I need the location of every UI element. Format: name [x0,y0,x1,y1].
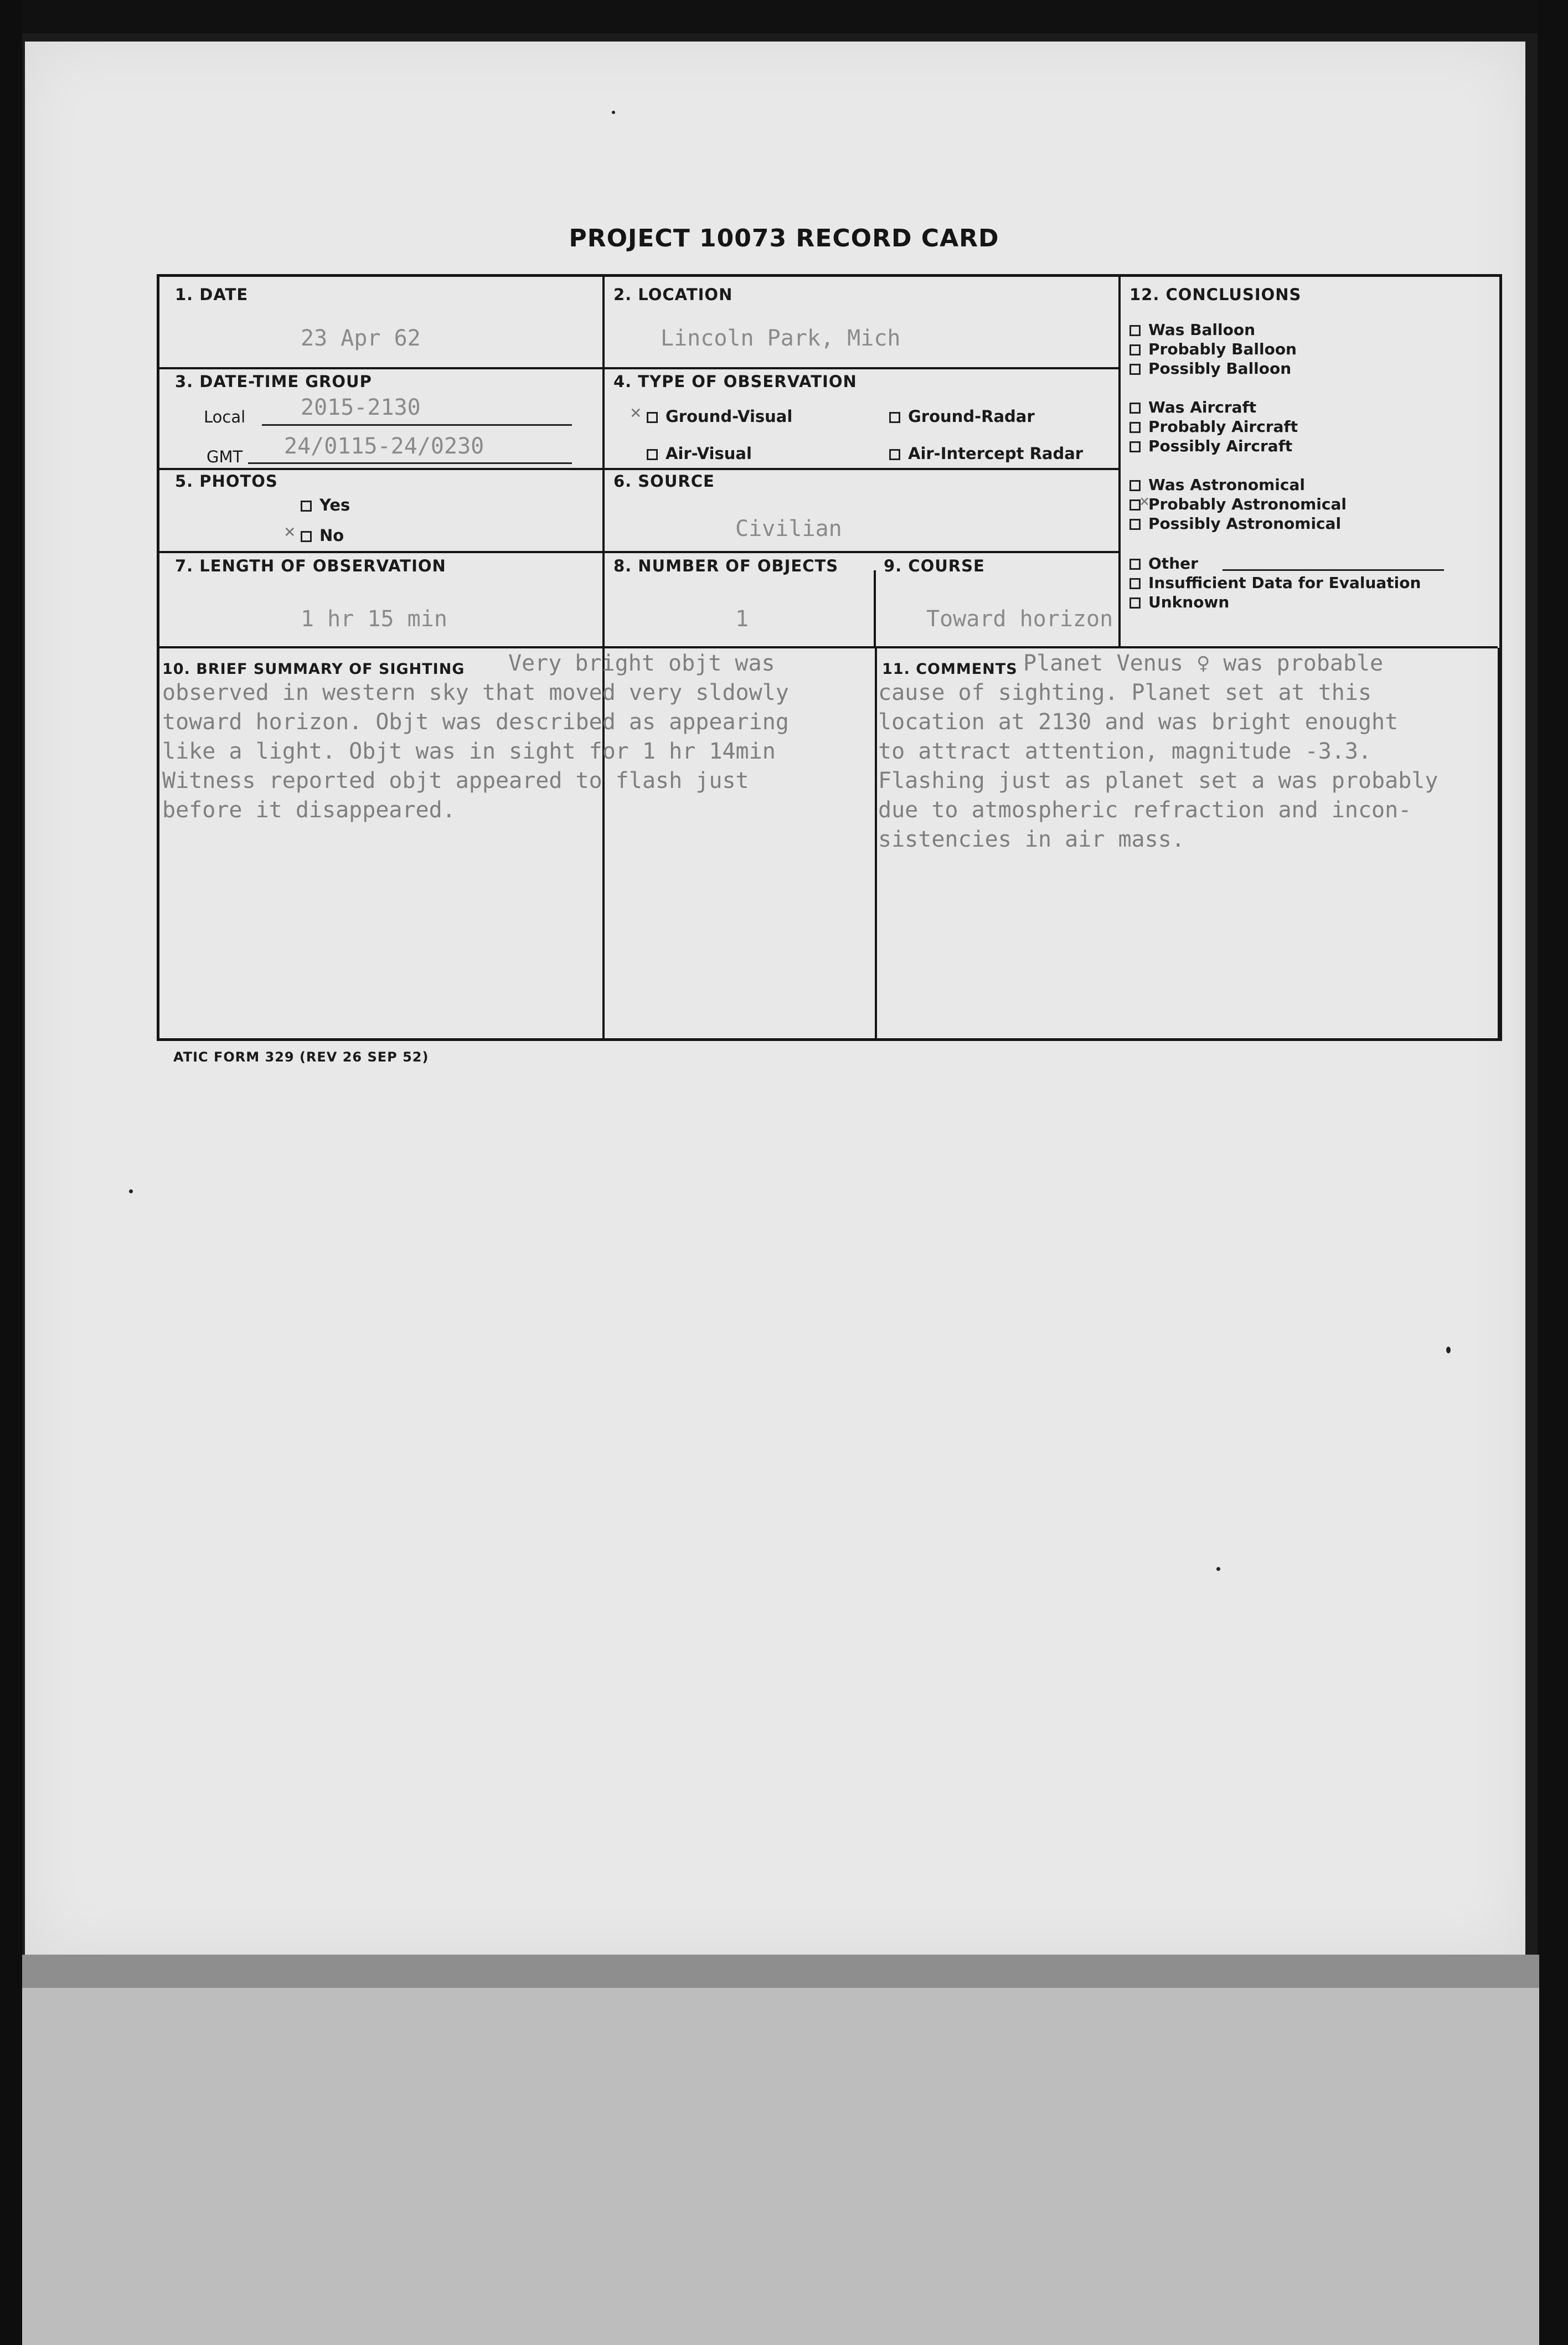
conclusion-possibly-aircraft[interactable] [1129,436,1292,456]
summary-line-3: toward horizon. Objt was described as appearing [162,709,789,735]
photos-yes[interactable] [301,496,350,514]
comments-line-5: Flashing just as planet set a was probably [878,768,1438,793]
scan-speck [1216,1567,1220,1571]
conclusion-probably-astronomical-label: Probably Astronomical [1148,495,1347,513]
checkbox-icon [1129,559,1141,570]
divider-objects-course [874,570,876,648]
checkbox-icon [647,412,658,423]
checkbox-icon [1129,422,1141,433]
divider-summary-comments [875,648,877,1041]
conclusion-was-balloon[interactable] [1129,320,1255,339]
conclusion-was-astronomical[interactable] [1129,475,1305,494]
conclusion-insufficient-data[interactable] [1129,573,1421,592]
option-ground-visual[interactable] [647,407,792,426]
conclusion-insufficient-data-label: Insufficient Data for Evaluation [1148,574,1421,592]
divider-right-edge [1498,648,1500,1041]
checkbox-icon [1129,480,1141,491]
location-label: 2. LOCATION [613,285,733,304]
checkbox-icon [1129,344,1141,355]
conclusion-possibly-astronomical[interactable] [1129,514,1341,533]
option-ground-radar-label: Ground-Radar [908,407,1035,426]
local-label: Local [204,408,246,426]
course-label: 9. COURSE [884,556,985,575]
conclusion-possibly-aircraft-label: Possibly Aircraft [1148,437,1293,455]
photos-no-check: × [284,520,296,543]
date-value: 23 Apr 62 [301,326,421,351]
comments-line-7: sistencies in air mass. [878,827,1185,852]
photos-yes-label: Yes [319,496,350,514]
conclusions-label: 12. CONCLUSIONS [1129,285,1302,304]
gmt-value: 24/0115-24/0230 [284,434,484,459]
conclusion-unknown-label: Unknown [1148,593,1230,611]
option-ground-visual-label: Ground-Visual [666,407,793,426]
checkbox-icon [301,531,312,542]
date-label: 1. DATE [175,285,249,304]
conclusion-other-label: Other [1148,554,1198,573]
scan-border-right [1538,0,1568,2345]
checkbox-icon [1129,441,1141,452]
source-label: 6. SOURCE [613,472,715,491]
checkbox-icon [889,412,900,423]
probably-astronomical-check: × [1139,492,1150,511]
comments-line-4: to attract attention, magnitude -3.3. [878,739,1372,764]
conclusion-possibly-astronomical-label: Possibly Astronomical [1148,514,1342,533]
length-label: 7. LENGTH OF OBSERVATION [175,556,446,575]
row-line-2 [159,468,1118,470]
location-value: Lincoln Park, Mich [661,326,901,351]
form-number: ATIC FORM 329 (REV 26 SEP 52) [173,1049,429,1065]
date-time-group-label: 3. DATE-TIME GROUP [175,372,372,391]
conclusion-was-balloon-label: Was Balloon [1148,321,1256,339]
conclusion-probably-aircraft[interactable] [1129,417,1298,436]
local-value: 2015-2130 [301,395,421,420]
ground-visual-check: × [630,401,642,424]
checkbox-icon [301,501,312,512]
option-air-visual-label: Air-Visual [666,444,752,463]
comments-line-2: cause of sighting. Planet set at this [878,680,1372,705]
conclusion-probably-astronomical[interactable] [1129,494,1347,514]
card-title: PROJECT 10073 RECORD CARD [569,224,999,252]
checkbox-icon [1129,325,1141,336]
option-ground-radar[interactable] [889,407,1035,426]
conclusion-probably-aircraft-label: Probably Aircraft [1148,418,1298,436]
checkbox-icon [1129,519,1141,530]
conclusion-other[interactable] [1129,554,1198,573]
option-air-intercept-radar-label: Air-Intercept Radar [908,444,1084,463]
conclusion-was-astronomical-label: Was Astronomical [1148,476,1305,494]
summary-line-1: Very bright objt was [508,651,775,676]
photos-no-label: No [319,526,344,545]
local-underline [262,424,572,426]
source-value: Civilian [735,516,842,542]
number-of-objects-label: 8. NUMBER OF OBJECTS [613,556,839,575]
other-underline [1223,569,1444,571]
comments-line-1: Planet Venus ♀ was probable [1023,651,1384,676]
scan-speck [129,1189,133,1193]
checkbox-icon [889,449,900,460]
length-value: 1 hr 15 min [301,606,447,632]
course-value: Toward horizon [926,606,1113,632]
comments-line-6: due to atmospheric refraction and incon- [878,797,1412,823]
number-of-objects-value: 1 [735,606,749,632]
gmt-label: GMT [207,447,243,466]
option-air-intercept-radar[interactable] [889,444,1083,463]
scan-speck [1446,1347,1451,1353]
underlying-page [22,1955,1539,2345]
comments-line-3: location at 2130 and was bright enought [878,709,1399,735]
summary-line-2: observed in western sky that moved very sldowly [162,680,789,705]
scan-speck [612,111,615,114]
photos-no[interactable] [301,526,344,545]
row-line-1 [159,367,1118,369]
checkbox-icon [1129,364,1141,375]
scan-border-left [0,0,22,2345]
conclusion-unknown[interactable] [1129,592,1229,612]
underlying-page-shadow [22,1955,1539,1988]
option-air-visual[interactable] [647,444,752,463]
type-of-observation-label: 4. TYPE OF OBSERVATION [613,372,857,391]
row-line-3 [159,551,1118,553]
scan-border-top [0,0,1568,33]
conclusion-probably-balloon[interactable] [1129,339,1297,359]
row-line-4b [1118,646,1498,648]
checkbox-icon [1129,597,1141,609]
divider-col-2 [1118,277,1121,648]
summary-line-6: before it disappeared. [162,797,456,823]
row-line-4 [159,646,1118,648]
summary-label: 10. BRIEF SUMMARY OF SIGHTING [162,661,465,678]
conclusion-was-aircraft[interactable] [1129,398,1256,417]
summary-line-4: like a light. Objt was in sight for 1 hr 14min [162,739,776,764]
checkbox-icon [1129,499,1141,511]
checkbox-icon [1129,578,1141,589]
conclusion-possibly-balloon[interactable] [1129,359,1291,378]
conclusion-possibly-balloon-label: Possibly Balloon [1148,359,1292,378]
record-form [157,274,1502,1041]
summary-line-5: Witness reported objt appeared to flash just [162,768,749,793]
checkbox-icon [647,449,658,460]
conclusion-was-aircraft-label: Was Aircraft [1148,398,1257,416]
checkbox-icon [1129,403,1141,414]
conclusion-probably-balloon-label: Probably Balloon [1148,340,1297,358]
comments-label: 11. COMMENTS [882,661,1018,678]
gmt-underline [248,462,572,464]
photos-label: 5. PHOTOS [175,472,278,491]
